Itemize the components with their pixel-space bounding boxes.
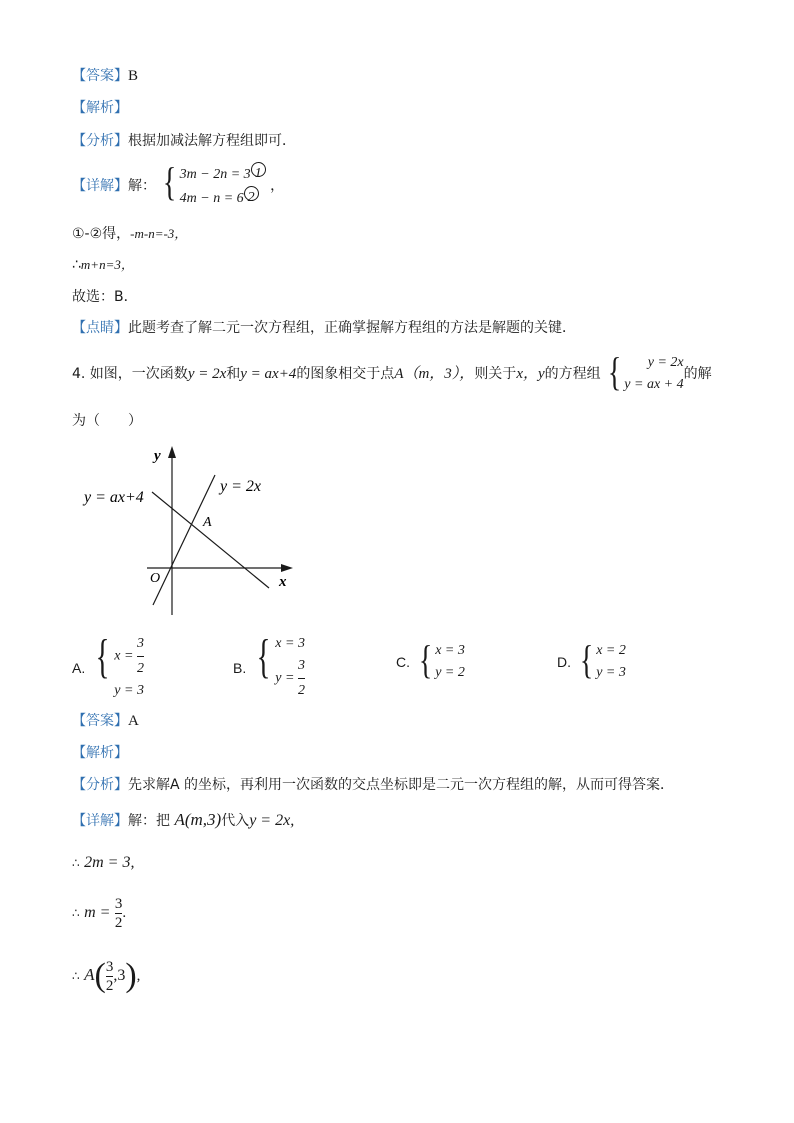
x-axis-label: x (279, 574, 287, 590)
analysis-tag: 【解析】 (72, 745, 128, 761)
answer-value: A (128, 713, 139, 729)
function-expr: y = 2x, (249, 812, 295, 829)
line-y-ax-plus-4 (152, 492, 269, 588)
brace: { (163, 159, 177, 204)
step-marks: ①-②得， (72, 226, 131, 242)
step-expr: m+n=3， (80, 257, 134, 272)
answer-line-q4 (72, 711, 139, 731)
choose-text: 故选：B． (72, 289, 138, 305)
equation-system-q4 (605, 349, 684, 396)
system-row-1: y = 2x (647, 355, 684, 370)
brace: { (607, 349, 622, 394)
fenxi-tag: 【分析】 (72, 133, 128, 149)
xiangjie-lead: 解： (128, 178, 156, 194)
dianjing-line-q3 (72, 318, 576, 338)
analysis-line-q3 (72, 98, 128, 118)
equation-2: 4m − n = 6 2 (180, 186, 266, 210)
equation-system-q3 (160, 159, 265, 210)
analysis-tag: 【解析】 (72, 100, 128, 116)
system-row-2: y = ax + 4 (624, 377, 684, 392)
option-a-label: A. (72, 659, 86, 676)
fraction: $\frac{3}{2}$ (297, 658, 305, 698)
question-4-line-2: 为（ ） (72, 413, 142, 429)
therefore-symbol: ∴ (72, 257, 81, 273)
fenxi-line-q4 (72, 775, 674, 795)
fenxi-text: 根据加减法解方程组即可． (128, 133, 296, 149)
step-expr: -m-n=-3， (130, 226, 188, 241)
step-line-q4a: ∴ 2m = 3, (72, 854, 135, 871)
line-y-2x (153, 475, 215, 605)
function-2: y = ax+4 (240, 366, 297, 382)
dianjing-text: 此题考查了解二元一次方程组，正确掌握解方程组的方法是解题的关键． (128, 320, 576, 336)
answer-tag: 【答案】 (72, 713, 128, 729)
fenxi-line-q3 (72, 131, 296, 151)
brace: { (95, 630, 110, 683)
fraction: $\frac{3}{2}$ (136, 636, 144, 676)
therefore-symbol: ∴ (72, 906, 80, 920)
y-axis-arrow (168, 446, 176, 458)
function-graph (82, 440, 302, 620)
option-c[interactable]: C. { x = 3 y = 2 (396, 637, 465, 682)
option-b-label: B. (233, 659, 247, 676)
option-d[interactable]: D. { x = 2 y = 3 (557, 637, 626, 682)
option-b[interactable]: B. { x = 3 y = $\frac{3}{2}$ (233, 633, 305, 702)
option-c-label: C. (396, 654, 410, 670)
therefore-symbol: ∴ (72, 969, 80, 983)
brace: { (256, 630, 271, 683)
equation-1: 3m − 2n = 3 1 (180, 162, 266, 186)
answer-value: B (128, 68, 139, 84)
x-axis-arrow (281, 564, 293, 572)
fraction: $\frac{3}{2}$ (105, 958, 114, 994)
point-expr: A(m,3) (174, 810, 222, 829)
step-line-q4b: ∴ m = $\frac{3}{2}$ . (72, 895, 127, 931)
choose-line-q3 (72, 287, 138, 307)
answer-tag: 【答案】 (72, 68, 128, 84)
step-line-q3a (72, 224, 187, 244)
xiangjie-tag: 【详解】 (72, 813, 128, 829)
brace: { (418, 637, 433, 682)
step-line-q3b (72, 255, 134, 275)
analysis-line-q4 (72, 743, 128, 763)
origin-label: O (150, 571, 161, 586)
question-4-line-1: 4. 如图，一次函数y = 2x和y = ax+4的图象相交于点A（m，3），则关于x，y的方程组 { y = 2x y = ax + 4 的解 (72, 349, 712, 394)
dianjing-tag: 【点睛】 (72, 320, 128, 336)
xiangjie-tag: 【详解】 (72, 178, 128, 194)
option-d-label: D. (557, 654, 571, 670)
circle-mark-2: 2 (244, 186, 259, 201)
therefore-symbol: ∴ (72, 856, 80, 870)
xiangjie-line-q3 (72, 159, 285, 210)
xiangjie-line-q4: 【详解】解：把 A(m,3)代入y = 2x, (72, 810, 295, 829)
variables: x，y (516, 366, 545, 382)
step-line-q4c: ∴ A( $\frac{3}{2}$ ,3), (72, 957, 141, 994)
option-a[interactable]: A. { x = $\frac{3}{2}$ y = 3 (72, 633, 144, 702)
fenxi-text: 先求解A 的坐标，再利用一次函数的交点坐标即是二元一次方程组的解，从而可得答案． (128, 777, 675, 793)
xiangjie-trail: ， (270, 178, 285, 194)
line-2-label: y = ax+4 (84, 489, 144, 506)
circle-mark-1: 1 (251, 162, 266, 177)
line-1-label: y = 2x (220, 478, 261, 495)
fenxi-tag: 【分析】 (72, 777, 128, 793)
fraction: $\frac{3}{2}$ (114, 895, 123, 931)
brace: { (579, 637, 594, 682)
point-a-label: A (203, 515, 212, 530)
function-1: y = 2x (187, 366, 227, 382)
point-a: A（m，3）， (394, 366, 475, 382)
answer-line-q3 (72, 66, 138, 86)
y-axis-label: y (154, 448, 161, 464)
